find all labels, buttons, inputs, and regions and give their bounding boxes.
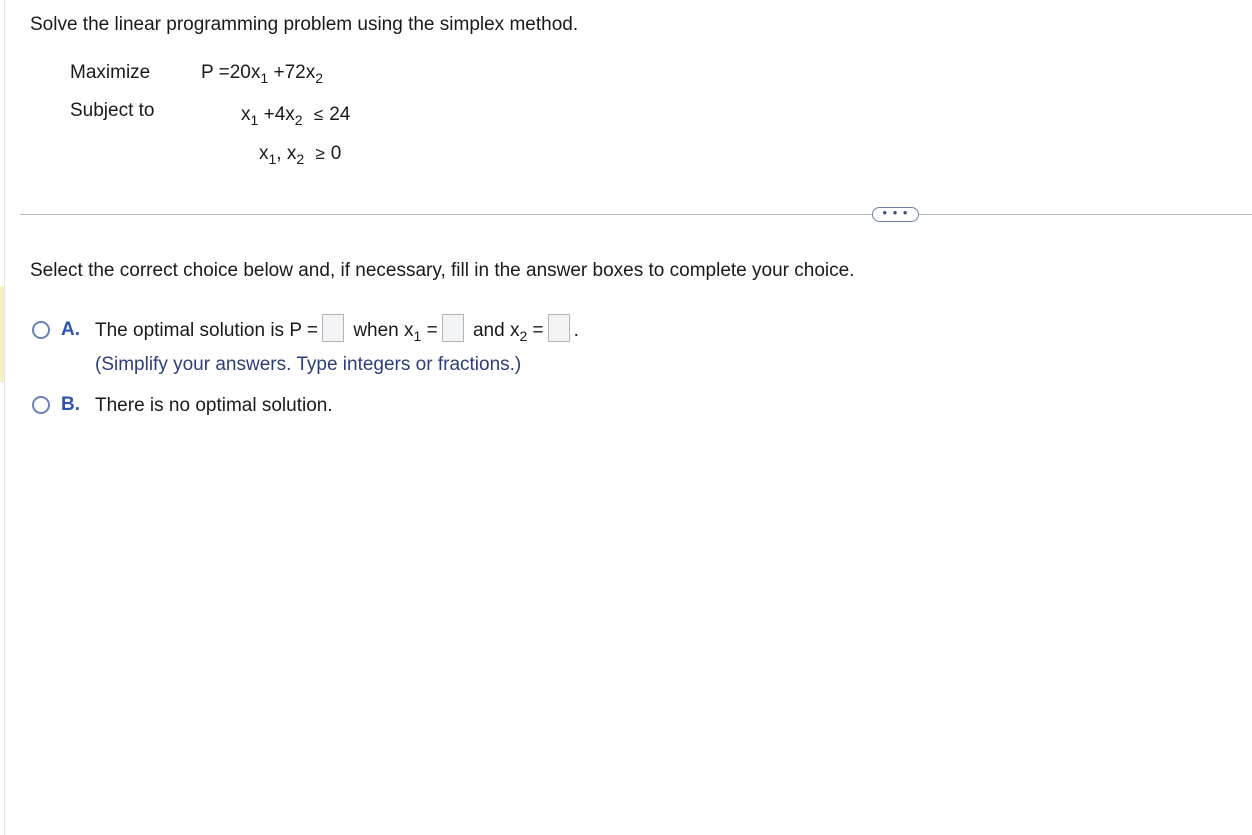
constraint2-var1: x (259, 143, 269, 164)
section-divider (20, 214, 1252, 215)
constraint1-relation: ≤ (313, 105, 324, 124)
constraint2-sub1: 1 (268, 151, 277, 167)
choice-a-eq1: = (426, 320, 438, 342)
choice-a-text (95, 320, 579, 345)
choice-a-end-punct: . (573, 320, 579, 342)
choice-a-text-part1: The optimal solution is P = (95, 320, 319, 342)
objective-function (201, 62, 323, 84)
choice-a-hint: (Simplify your answers. Type integers or fractions.) (95, 354, 522, 375)
choice-a-text-part2: when x (353, 320, 414, 342)
maximize-label: Maximize (70, 62, 151, 83)
constraint1-plus: + (263, 104, 275, 125)
choice-b-letter: B. (61, 394, 80, 415)
constraint2-relation: ≥ (315, 144, 325, 163)
constraint1-var1: x (241, 104, 251, 125)
choice-a-letter: A. (61, 319, 80, 340)
question-instruction: Solve the linear programming problem using the simplex method. (30, 14, 579, 35)
objective-term2: 72x (284, 62, 316, 83)
constraint1-sub2: 2 (294, 112, 303, 128)
objective-term1: 20x (229, 62, 261, 83)
constraint2-rhs: 0 (330, 143, 342, 164)
choice-a-sub-x2: 2 (519, 328, 528, 345)
constraint2-var2: x (286, 143, 297, 164)
subject-to-label: Subject to (70, 100, 155, 121)
constraint-1 (241, 104, 350, 126)
choice-a-sub-x1: 1 (413, 328, 422, 345)
left-border-line (4, 0, 5, 835)
objective-sub1: 1 (260, 70, 269, 86)
choice-a-radio[interactable] (32, 321, 50, 339)
answer-box-x2[interactable] (548, 314, 570, 342)
constraint2-comma: , (276, 143, 282, 164)
answer-box-p[interactable] (322, 314, 344, 342)
expand-more-button[interactable]: • • • (872, 207, 919, 222)
constraint-2 (259, 143, 341, 165)
choice-b-radio[interactable] (32, 396, 50, 414)
constraint2-sub2: 2 (296, 151, 305, 167)
choice-a-text-part3: and x (472, 320, 520, 342)
constraint1-sub1: 1 (250, 112, 259, 128)
objective-sub2: 2 (315, 70, 323, 86)
objective-plus: + (273, 62, 285, 83)
constraint1-term2: 4x (274, 104, 295, 125)
answer-box-x1[interactable] (442, 314, 464, 342)
selection-highlight-bar (0, 286, 4, 382)
choice-a-eq2: = (532, 320, 544, 342)
choice-b-text: There is no optimal solution. (95, 395, 333, 416)
objective-equals: = (218, 62, 230, 83)
answer-prompt: Select the correct choice below and, if necessary, fill in the answer boxes to complete your choice. (30, 260, 855, 281)
constraint1-rhs: 24 (329, 104, 351, 125)
objective-lhs: P (201, 62, 214, 83)
